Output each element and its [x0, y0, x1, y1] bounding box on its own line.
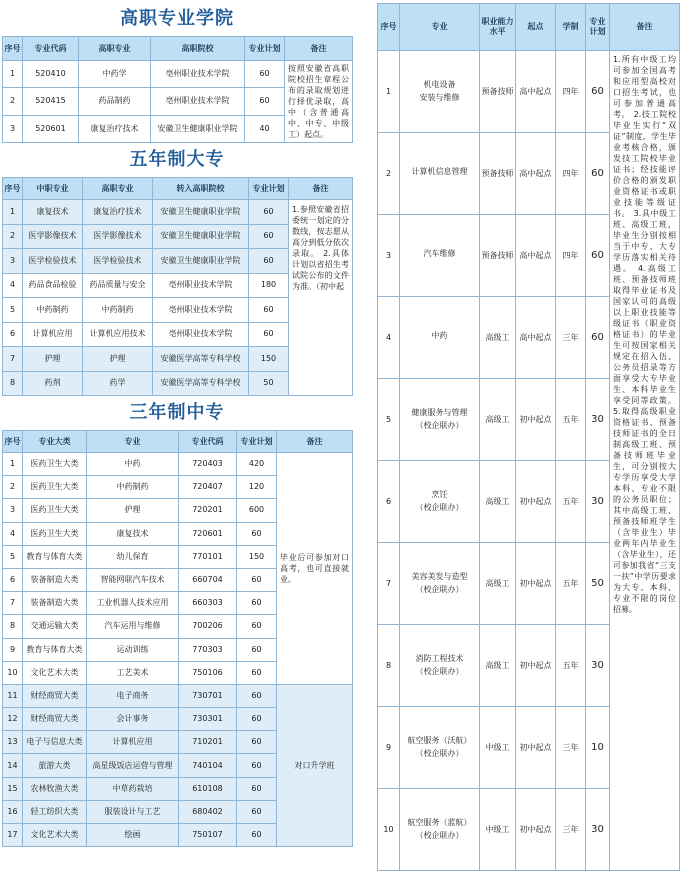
cell: 15 — [3, 777, 23, 800]
cell: 520601 — [23, 115, 79, 142]
cell: 亳州职业技术学院 — [153, 298, 249, 323]
cell: 1 — [3, 61, 23, 88]
cell: 农林牧渔大类 — [23, 777, 87, 800]
wn-head-5: 备注 — [289, 178, 353, 200]
sannian-note-2: 对口升学班 — [277, 684, 353, 846]
major-line-2: （校企联办） — [415, 749, 464, 758]
right-column — [377, 3, 679, 871]
cell: 安徽医学高等专科学校 — [153, 347, 249, 372]
cell: 中草药栽培 — [87, 777, 179, 800]
major-line-1: 汽车维修 — [423, 249, 456, 258]
wn-head-3: 转入高职院校 — [153, 178, 249, 200]
cell: 会计事务 — [87, 708, 179, 731]
cell: 600 — [237, 499, 277, 522]
cell: 660704 — [179, 568, 237, 591]
cell: 高星级饭店运营与管理 — [87, 754, 179, 777]
cell: 5 — [3, 545, 23, 568]
gz-head-0: 序号 — [3, 37, 23, 61]
major-cell — [400, 379, 480, 461]
cell: 亳州职业技术学院 — [151, 88, 245, 115]
cell: 3 — [3, 499, 23, 522]
cell: 610108 — [179, 777, 237, 800]
sannian-table — [2, 430, 353, 847]
cell: 运动训练 — [87, 638, 179, 661]
cell: 安徽卫生健康职业学院 — [153, 249, 249, 274]
cell: 680402 — [179, 800, 237, 823]
cell: 30 — [586, 461, 610, 543]
gaozhi-note: 按照安徽省高职院校招生章程公布的录取规划进行择优录取，高中（含普通高中、中专、中级工）起点。 — [285, 61, 353, 143]
major-line-1: 美容美发与造型 — [411, 572, 468, 581]
cell: 汽车运用与维修 — [87, 615, 179, 638]
cell: 7 — [3, 347, 23, 372]
cell: 700206 — [179, 615, 237, 638]
cell: 10 — [3, 661, 23, 684]
cell: 520415 — [23, 88, 79, 115]
jg-head-6: 备注 — [610, 4, 680, 51]
cell: 中药 — [87, 453, 179, 476]
cell: 三年 — [556, 707, 586, 789]
cell: 财经商贸大类 — [23, 708, 87, 731]
jg-head-5: 专业计划 — [586, 4, 610, 51]
cell: 4 — [3, 273, 23, 298]
major-line-2: （校企联办） — [415, 667, 464, 676]
cell: 5 — [3, 298, 23, 323]
cell: 10 — [586, 707, 610, 789]
cell: 720403 — [179, 453, 237, 476]
cell: 12 — [3, 708, 23, 731]
cell: 7 — [378, 543, 400, 625]
cell: 高中起点 — [516, 133, 556, 215]
cell: 三年 — [556, 297, 586, 379]
cell: 四年 — [556, 133, 586, 215]
wn-head-4: 专业计划 — [249, 178, 289, 200]
cell: 中药学 — [79, 61, 151, 88]
major-cell — [400, 543, 480, 625]
cell: 康复治疗技术 — [83, 200, 153, 225]
major-cell — [400, 461, 480, 543]
cell: 安徽医学高等专科学校 — [153, 371, 249, 396]
cell: 五年 — [556, 625, 586, 707]
table-row — [378, 51, 680, 133]
cell: 17 — [3, 824, 23, 847]
cell: 2 — [3, 224, 23, 249]
major-line-1: 计算机信息管理 — [411, 167, 468, 176]
sn-head-3: 专业代码 — [179, 431, 237, 453]
cell: 60 — [237, 522, 277, 545]
cell: 高级工 — [480, 297, 516, 379]
cell: 120 — [237, 476, 277, 499]
cell: 护理 — [83, 347, 153, 372]
cell: 770101 — [179, 545, 237, 568]
cell: 安徽卫生健康职业学院 — [153, 224, 249, 249]
cell: 60 — [245, 88, 285, 115]
cell: 13 — [3, 731, 23, 754]
gz-head-5: 备注 — [285, 37, 353, 61]
jigong-note: 1.所有中级工均可参加全国高考和应用型高校对口招生考试，也可参加普通高考。 2.技工院校毕业生实行“双证”制度，学生毕业考核合格，颁发技工院校毕业证书；经技能评价合格的颁发职业资格证书或职业技能等级证书。 3.具中级工班、高级工班，毕业生分别按相当于中专、大专学历落实相关待遇。 4.高级工班、预备技师班取得毕业证书及国家认可的高级以上职业技能等级证书（职业资格证书）的毕业生可按国家相关规定在招入伍、公务员招录等方面享受大专毕业生、本科毕业生享受同等政策。 5.取得高级职业资格证书、预备技师证书的全日制高级工班、预备技师班毕业生，可分别按大专学历享受大学本科、专业不限的公务员职位；其中高级工班、预备技师班学生（含毕业生）毕业两年内毕业生（含毕业生），还可参加我省“三支一扶”中学历要求为大专、本科、专业不限的岗位招募。 — [610, 51, 680, 871]
major-cell — [400, 707, 480, 789]
major-line-2: （校企联办） — [415, 503, 464, 512]
major-cell — [400, 789, 480, 871]
cell: 60 — [237, 754, 277, 777]
cell: 60 — [245, 61, 285, 88]
cell: 轻工纺织大类 — [23, 800, 87, 823]
cell: 40 — [245, 115, 285, 142]
cell: 电子商务 — [87, 684, 179, 707]
cell: 6 — [3, 322, 23, 347]
cell: 720601 — [179, 522, 237, 545]
cell: 60 — [249, 200, 289, 225]
cell: 740104 — [179, 754, 237, 777]
cell: 财经商贸大类 — [23, 684, 87, 707]
cell: 60 — [249, 322, 289, 347]
cell: 高级工 — [480, 379, 516, 461]
major-cell — [400, 625, 480, 707]
cell: 初中起点 — [516, 461, 556, 543]
cell: 药品制药 — [79, 88, 151, 115]
cell: 14 — [3, 754, 23, 777]
major-line-1: 机电设备 — [423, 80, 456, 89]
cell: 420 — [237, 453, 277, 476]
cell: 520410 — [23, 61, 79, 88]
cell: 60 — [237, 568, 277, 591]
cell: 6 — [378, 461, 400, 543]
cell: 教育与体育大类 — [23, 638, 87, 661]
cell: 60 — [237, 824, 277, 847]
cell: 1 — [378, 51, 400, 133]
wn-head-2: 高职专业 — [83, 178, 153, 200]
cell: 3 — [3, 249, 23, 274]
cell: 五年 — [556, 461, 586, 543]
cell: 60 — [586, 133, 610, 215]
cell: 康复技术 — [87, 522, 179, 545]
cell: 30 — [586, 379, 610, 461]
cell: 8 — [3, 371, 23, 396]
cell: 4 — [378, 297, 400, 379]
wn-head-1: 中职专业 — [23, 178, 83, 200]
cell: 三年 — [556, 789, 586, 871]
cell: 8 — [3, 615, 23, 638]
cell: 150 — [237, 545, 277, 568]
cell: 3 — [3, 115, 23, 142]
cell: 药品质量与安全 — [83, 273, 153, 298]
cell: 医药卫生大类 — [23, 499, 87, 522]
cell: 750107 — [179, 824, 237, 847]
cell: 初中起点 — [516, 379, 556, 461]
cell: 初中起点 — [516, 625, 556, 707]
cell: 60 — [249, 298, 289, 323]
cell: 文化艺术大类 — [23, 661, 87, 684]
gz-head-4: 专业计划 — [245, 37, 285, 61]
cell: 医学检验技术 — [83, 249, 153, 274]
cell: 750106 — [179, 661, 237, 684]
major-line-2: （校企联办） — [415, 421, 464, 430]
cell: 60 — [586, 297, 610, 379]
cell: 亳州职业技术学院 — [153, 322, 249, 347]
cell: 医学检验技术 — [23, 249, 83, 274]
cell: 服装设计与工艺 — [87, 800, 179, 823]
sn-head-4: 专业计划 — [237, 431, 277, 453]
cell: 50 — [249, 371, 289, 396]
cell: 亳州职业技术学院 — [153, 273, 249, 298]
cell: 护理 — [23, 347, 83, 372]
cell: 60 — [237, 777, 277, 800]
table-row — [3, 684, 353, 707]
wunian-title: 五年制大专 — [129, 149, 225, 170]
cell: 6 — [3, 568, 23, 591]
major-cell — [400, 297, 480, 379]
cell: 高中起点 — [516, 215, 556, 297]
cell: 9 — [3, 638, 23, 661]
cell: 电子与信息大类 — [23, 731, 87, 754]
cell: 医药卫生大类 — [23, 453, 87, 476]
sn-head-0: 序号 — [3, 431, 23, 453]
cell: 预备技师 — [480, 51, 516, 133]
major-cell — [400, 215, 480, 297]
jg-head-0: 序号 — [378, 4, 400, 51]
cell: 高中起点 — [516, 51, 556, 133]
table-row — [3, 200, 353, 225]
major-line-2: （校企联办） — [415, 831, 464, 840]
cell: 工艺美术 — [87, 661, 179, 684]
cell: 2 — [378, 133, 400, 215]
table-row — [3, 61, 353, 88]
cell: 660303 — [179, 592, 237, 615]
wunian-table — [2, 177, 353, 396]
sannian-note-1: 毕业后可参加对口高考，也可直接就业。 — [277, 453, 353, 685]
gz-head-1: 专业代码 — [23, 37, 79, 61]
cell: 2 — [3, 88, 23, 115]
cell: 四年 — [556, 51, 586, 133]
cell: 60 — [249, 249, 289, 274]
cell: 四年 — [556, 215, 586, 297]
cell: 计算机应用 — [87, 731, 179, 754]
cell: 亳州职业技术学院 — [151, 61, 245, 88]
cell: 旅游大类 — [23, 754, 87, 777]
cell: 安徽卫生健康职业学院 — [153, 200, 249, 225]
cell: 60 — [237, 615, 277, 638]
cell: 医学影像技术 — [83, 224, 153, 249]
cell: 中药制药 — [83, 298, 153, 323]
left-column — [2, 2, 352, 847]
cell: 30 — [586, 789, 610, 871]
cell: 初中起点 — [516, 543, 556, 625]
cell: 60 — [237, 731, 277, 754]
cell: 安徽卫生健康职业学院 — [151, 115, 245, 142]
table-row — [3, 453, 353, 476]
cell: 150 — [249, 347, 289, 372]
cell: 装备制造大类 — [23, 592, 87, 615]
cell: 医学影像技术 — [23, 224, 83, 249]
major-line-1: 健康服务与管理 — [411, 408, 468, 417]
cell: 5 — [378, 379, 400, 461]
cell: 康复治疗技术 — [79, 115, 151, 142]
cell: 4 — [3, 522, 23, 545]
cell: 60 — [249, 224, 289, 249]
major-line-1: 消防工程技术 — [415, 654, 464, 663]
cell: 药学 — [83, 371, 153, 396]
cell: 30 — [586, 625, 610, 707]
sn-head-2: 专业 — [87, 431, 179, 453]
cell: 9 — [378, 707, 400, 789]
cell: 60 — [237, 684, 277, 707]
cell: 3 — [378, 215, 400, 297]
cell: 智能网联汽车技术 — [87, 568, 179, 591]
jigong-table — [377, 3, 680, 871]
major-line-1: 航空服务（沃航） — [407, 736, 472, 745]
cell: 720201 — [179, 499, 237, 522]
cell: 预备技师 — [480, 133, 516, 215]
cell: 五年 — [556, 543, 586, 625]
wunian-note: 1.参照安徽省招委统一划定的分数线，按志愿从高分到低分依次录取。 2.具体计划以省招生考试院公布的文件为准。（初中起 — [289, 200, 353, 396]
cell: 计算机应用技术 — [83, 322, 153, 347]
cell: 绘画 — [87, 824, 179, 847]
sn-head-5: 备注 — [277, 431, 353, 453]
gz-head-2: 高职专业 — [79, 37, 151, 61]
cell: 高中起点 — [516, 297, 556, 379]
cell: 高级工 — [480, 543, 516, 625]
cell: 720407 — [179, 476, 237, 499]
sannian-title: 三年制中专 — [129, 402, 225, 423]
major-line-1: 中药 — [431, 331, 448, 340]
jg-head-2: 职业能力水平 — [480, 4, 516, 51]
cell: 1 — [3, 200, 23, 225]
cell: 10 — [378, 789, 400, 871]
cell: 710201 — [179, 731, 237, 754]
cell: 60 — [237, 638, 277, 661]
major-cell — [400, 133, 480, 215]
cell: 中级工 — [480, 707, 516, 789]
cell: 医药卫生大类 — [23, 476, 87, 499]
sn-head-1: 专业大类 — [23, 431, 87, 453]
cell: 50 — [586, 543, 610, 625]
cell: 计算机应用 — [23, 322, 83, 347]
cell: 初中起点 — [516, 707, 556, 789]
cell: 五年 — [556, 379, 586, 461]
major-line-2: （校企联办） — [415, 585, 464, 594]
cell: 1 — [3, 453, 23, 476]
cell: 高级工 — [480, 461, 516, 543]
cell: 医药卫生大类 — [23, 522, 87, 545]
cell: 730701 — [179, 684, 237, 707]
jg-head-3: 起点 — [516, 4, 556, 51]
gaozhi-title: 高职专业学院 — [120, 8, 234, 29]
cell: 预备技师 — [480, 215, 516, 297]
cell: 730301 — [179, 708, 237, 731]
cell: 2 — [3, 476, 23, 499]
wn-head-0: 序号 — [3, 178, 23, 200]
cell: 护理 — [87, 499, 179, 522]
jg-head-1: 专业 — [400, 4, 480, 51]
cell: 中级工 — [480, 789, 516, 871]
jg-head-4: 学制 — [556, 4, 586, 51]
gaozhi-table — [2, 36, 353, 143]
cell: 60 — [586, 215, 610, 297]
major-line-1: 烹饪 — [431, 490, 448, 499]
cell: 中药制药 — [23, 298, 83, 323]
cell: 康复技术 — [23, 200, 83, 225]
major-cell — [400, 51, 480, 133]
cell: 11 — [3, 684, 23, 707]
cell: 幼儿保育 — [87, 545, 179, 568]
cell: 60 — [586, 51, 610, 133]
cell: 60 — [237, 592, 277, 615]
cell: 8 — [378, 625, 400, 707]
cell: 770303 — [179, 638, 237, 661]
cell: 初中起点 — [516, 789, 556, 871]
major-line-2: 安装与维修 — [419, 93, 460, 102]
cell: 教育与体育大类 — [23, 545, 87, 568]
cell: 装备制造大类 — [23, 568, 87, 591]
cell: 药剂 — [23, 371, 83, 396]
cell: 高级工 — [480, 625, 516, 707]
cell: 文化艺术大类 — [23, 824, 87, 847]
cell: 药品食品检验 — [23, 273, 83, 298]
cell: 60 — [237, 800, 277, 823]
major-line-1: 航空服务（蓝航） — [407, 818, 472, 827]
cell: 中药制药 — [87, 476, 179, 499]
cell: 16 — [3, 800, 23, 823]
cell: 7 — [3, 592, 23, 615]
cell: 60 — [237, 708, 277, 731]
cell: 60 — [237, 661, 277, 684]
cell: 交通运输大类 — [23, 615, 87, 638]
gz-head-3: 高职院校 — [151, 37, 245, 61]
cell: 180 — [249, 273, 289, 298]
cell: 工业机器人技术应用 — [87, 592, 179, 615]
